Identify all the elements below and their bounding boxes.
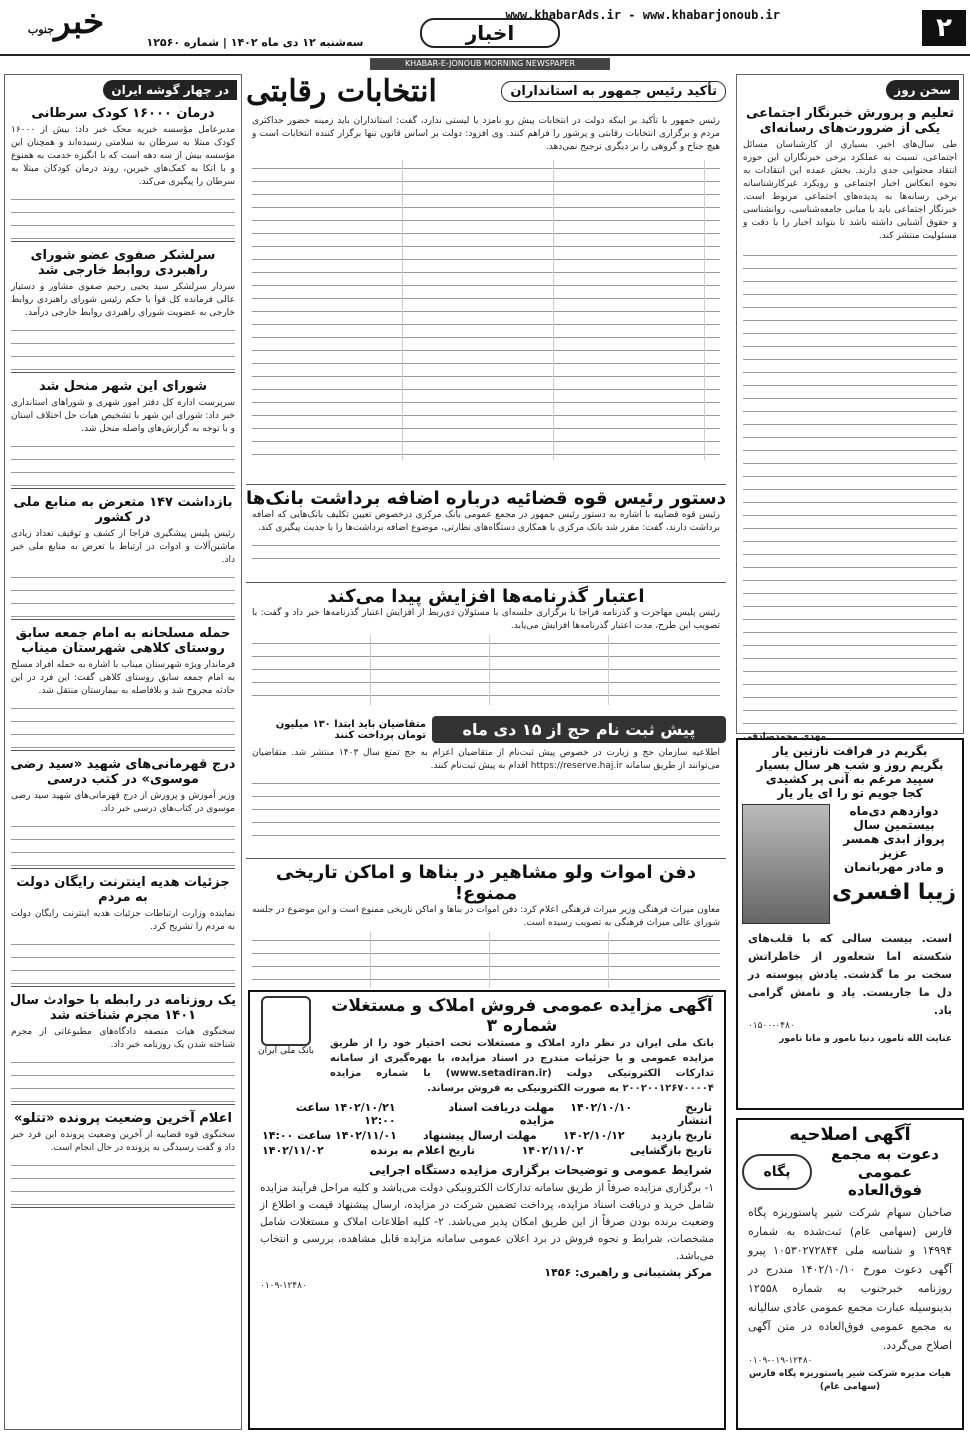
english-bar: KHABAR-E-JONOUB MORNING NEWSPAPER <box>370 58 610 70</box>
divider <box>11 372 235 373</box>
editorial-author: مهدی محمدصادقی <box>743 732 827 742</box>
brief-body: سرپرست اداره کل دفتر امور شهری و شوراهای استانداری خبر داد: شورای این شهر با تشخیص هیات حل اختلاف استان و با توجه به گزارش‌های واصله منحل شد. <box>11 398 235 434</box>
bank-emblem-icon <box>261 996 311 1046</box>
obituary-signers: عنایت الله نامور، دنیا نامور و مانا نامور <box>779 1034 952 1044</box>
brief-text-lines <box>11 569 235 617</box>
bank-logo <box>254 996 318 1056</box>
auction-date-row <box>254 1143 720 1158</box>
brief-body: رئیس پلیس پیشگیری فراجا از کشف و توقیف تعداد زیادی ماشین‌آلات و ادوات در ارتباط با تعرض به منابع ملی خبر داد. <box>11 529 235 565</box>
passport-headline: اعتبار گذرنامه‌ها افزایش پیدا می‌کند <box>327 586 645 607</box>
support-line: مرکز پشتیبانی و راهبری: ۱۴۵۶ <box>544 1266 712 1279</box>
hajj-banner: پیش ثبت نام حج از ۱۵ دی ماه <box>432 716 726 743</box>
brief-headline: جزئیات هدیه اینترنت رایگان دولت به مردم <box>16 875 230 905</box>
auction-value: ۱۴۰۲/۱۱/۰۲ <box>521 1144 584 1157</box>
main-text-lines <box>252 160 720 460</box>
occasion-line: دوازدهم دی‌ماه <box>849 804 939 818</box>
burial-story <box>246 862 726 982</box>
divider <box>246 484 726 485</box>
auction-label: تاریخ بازگشایی <box>629 1144 712 1157</box>
brief-text-lines <box>11 1157 235 1205</box>
notice-body: صاحبان سهام شرکت شیر پاستوریزه پگاه فارس (سهامی عام) ثبت‌شده به شماره ۱۴۹۹۴ و شناسه ملی ۱۰۵۳۰۲۷۲۸۴۴ پیرو آگهی دعوت مورخ ۱۴۰۲/۱۰/۱۰ مندرج در روزنامه خبرجنوب به شماره ۱۲۵۵۸ بدینوسیله عبارت مجمع عمومی عادی سالیانه به مجمع عمومی فوق‌العاده در متن آگهی اصلاح می‌گردد. <box>748 1206 952 1352</box>
auction-title: آگهی مزایده عمومی فروش املاک و مستغلات شماره ۳ <box>331 996 713 1036</box>
auction-value2: ۱۴۰۲/۱۱/۰۲ <box>262 1144 324 1157</box>
hajj-story <box>246 716 726 856</box>
obituary-box <box>736 738 964 1110</box>
divider <box>11 868 235 869</box>
dateline: سه‌شنبه ۱۲ دی ماه ۱۴۰۲ | شماره ۱۲۵۶۰ <box>146 36 364 49</box>
divider <box>11 750 235 751</box>
divider <box>246 858 726 859</box>
brief-headline: بازداشت ۱۴۷ متعرض به منابع ملی در کشور <box>13 495 233 525</box>
notice-signature: هیات مدیره شرکت شیر پاستوریزه پگاه فارس (سهامی عام) <box>748 1369 952 1392</box>
judiciary-headline: دستور رئیس قوه قضائیه درباره اضافه برداشت بانک‌ها <box>246 488 726 509</box>
brief-headline: یک روزنامه در رابطه با حوادث سال ۱۴۰۱ مجرم شناخته شد <box>9 993 237 1023</box>
obituary-code: ۰۱۵۰۰-۰۴۸۰ <box>748 1021 795 1031</box>
brief-body: فرماندار ویژه شهرستان میناب با اشاره به حمله افراد مسلح به امام جمعه سابق روستای کلاهی گفت: این فرد در این حادثه مجروح شد و بلافاصله به بیمارستان منتقل شد. <box>11 660 235 696</box>
judiciary-text-lines <box>252 537 720 565</box>
notice-box <box>736 1118 964 1430</box>
divider <box>11 986 235 987</box>
brief-headline: حمله مسلحانه به امام جمعه سابق روستای کلاهی شهرستان میناب <box>15 626 231 656</box>
hajj-sub: متقاضیان باید ابتدا ۱۳۰ میلیون تومان پرداخت کنند <box>275 718 426 741</box>
editorial-title: سخن روز <box>886 80 959 100</box>
divider <box>11 488 235 489</box>
auction-label: تاریخ انتشار <box>677 1101 712 1127</box>
section-title: اخبار <box>420 18 560 48</box>
divider <box>11 241 235 242</box>
brief-headline: سرلشکر صفوی عضو شورای راهبردی روابط خارجی شد <box>30 248 216 278</box>
editorial-headline: تعلیم و پرورش خبرنگار اجتماعی یکی از ضرورت‌های رسانه‌ای <box>745 106 954 136</box>
main-lead: رئیس جمهور با تأکید بر اینکه دولت در انتخابات پیش رو نامزد یا لیستی ندارد، گفت: استانداران باید زمینه حضور حداکثری مردم و برگزاری انتخابات رقابتی و پرشور را فراهم کنند. وی افزود: دولت بر اساس قانون تنها برگزار کننده انتخابات است و هیچ جناح و گروهی را بر دیگری ترجیح نمی‌دهد. <box>252 116 720 152</box>
page-number: ۲ <box>922 10 966 46</box>
main-headline: انتخابات رقابتی <box>246 74 437 109</box>
brief-text-lines <box>11 700 235 748</box>
divider <box>246 582 726 583</box>
brief-headline: شورای این شهر منحل شد <box>38 379 207 394</box>
notice-code: ۰۱۰۹-۰۱۹-۱۲۴۸۰ <box>748 1356 813 1366</box>
brief-headline: اعلام آخرین وضعیت پرونده «تتلو» <box>14 1111 232 1126</box>
poem-line: سپید مرغم به آنی پر کشیدی <box>765 772 935 786</box>
judiciary-story <box>246 488 726 580</box>
conditions-title: شرایط عمومی و توضیحات برگزاری مزایده دستگاه اجرایی <box>369 1163 712 1177</box>
judiciary-body: رئیس قوه قضاییه با اشاره به دستور رئیس جمهور در مجمع عمومی بانک مرکزی درخصوص تعیین تکلیف بانک‌هایی که اضافه برداشت دارند، گفت: مقرر شد بانک مرکزی با همکاری دستگاه‌های نظارتی، موضوع اضافه برداشت‌ها را با جدیت پیگیری کند. <box>252 510 720 533</box>
auction-ad <box>248 990 726 1430</box>
portrait-photo <box>742 804 830 924</box>
briefs-column <box>4 74 242 1430</box>
auction-label: تاریخ بازدید <box>650 1129 712 1142</box>
brief-text-lines <box>11 322 235 370</box>
divider <box>11 619 235 620</box>
notice-title-line: دعوت به مجمع عمومی <box>831 1145 939 1181</box>
auction-value: ۱۴۰۲/۱۰/۱۰ <box>570 1101 633 1114</box>
divider <box>11 1207 235 1208</box>
divider <box>11 1104 235 1105</box>
passport-text-lines <box>252 635 720 705</box>
auction-conditions: ۱- برگزاری مزایده صرفاً از طریق سامانه تدارکات الکترونیکی دولت می‌باشد و کلیه مراحل فرآیند مزایده شامل خرید و دریافت اسناد مزایده، پرداخت تضمین شرکت در مزایده، ارسال پیشنهاد قیمت و اطلاع از وضعیت برنده بودن صرفاً از این طریق امکان پذیر می‌باشد. ۲- کلیه اطلاعات املاک و مستغلات شامل مشخصات، شرایط و نحوه فروش در برد اعلان عمومی سامانه مزایده قابل مشاهده، بررسی و انتخاب می‌باشد. <box>260 1182 714 1262</box>
brief-text-lines <box>11 818 235 866</box>
brief-text-lines <box>11 1054 235 1102</box>
pegah-logo: پگاه <box>742 1154 812 1190</box>
brief-headline: درج قهرمانی‌های شهید «سید رضی موسوی» در کتب درسی <box>10 757 236 787</box>
main-story <box>246 74 726 480</box>
hajj-body: اطلاعیه سازمان حج و زیارت در خصوص پیش ثبت‌نام از متقاضیان اعزام به حج تمتع سال ۱۴۰۳ منتشر شد. متقاضیان می‌توانند از طریق سامانه https://reserve.haj.ir اقدام به پیش ثبت‌نام کنند. <box>252 748 720 771</box>
burial-headline: دفن اموات ولو مشاهیر در بناها و اماکن تاریخی ممنوع! <box>275 862 697 904</box>
auction-date-row <box>254 1128 720 1143</box>
bank-label: بانک ملی ایران <box>258 1046 314 1056</box>
burial-text-lines <box>252 932 720 988</box>
occasion-line: پرواز ابدی همسر عزیز <box>843 832 945 860</box>
site-urls: www.khabarAds.ir - www.khabarjonoub.ir <box>505 8 780 22</box>
editorial-text-lines <box>743 247 957 727</box>
auction-value2: ۱۴۰۲/۱۱/۰۱ ساعت ۱۴:۰۰ <box>262 1129 397 1142</box>
passport-body: رئیس پلیس مهاجرت و گذرنامه فراجا با برگزاری جلسه‌ای با مسئولان ذی‌ربط از افزایش اعتبار گذرنامه‌ها خبر داد و گفت: با تصویب این طرح، مدت اعتبار گذرنامه‌ها افزایش می‌یابد. <box>252 608 720 631</box>
auction-label2: مهلت دریافت اسناد مزایده <box>448 1101 555 1127</box>
auction-date-row <box>254 1100 720 1128</box>
occasion-line: بیستمین سال <box>853 818 935 832</box>
brief-body: نماینده وزارت ارتباطات جزئیات هدیه اینترنت رایگان دولت به مردم را تشریح کرد. <box>11 909 235 932</box>
hajj-text-lines <box>252 775 720 845</box>
brief-headline: درمان ۱۶۰۰۰ کودک سرطانی <box>31 106 215 121</box>
notice-title-line: فوق‌العاده <box>847 1181 923 1199</box>
poem-line: بگریم در فراقت نازنین یار <box>772 744 928 758</box>
auction-label2: تاریخ اعلام به برنده <box>370 1144 475 1157</box>
brief-body: مدیرعامل مؤسسه خیریه محک خبر داد: بیش از ۱۶۰۰۰ کودک مبتلا به سرطان به سلامتی رسیده‌اند و همچنان این مؤسسه بیش از سه دهه است که با انگیزه خدمت به همنوع و با اتکا به کمک‌های خیرین، روند درمان کودکان مبتلا به سرطان را پیگیری می‌کند. <box>11 125 235 187</box>
editorial-column <box>736 74 964 742</box>
main-kicker: تأکید رئیس جمهور به استانداران <box>501 81 726 102</box>
poem-line: کجا جویم تو را ای یار یار <box>777 786 923 800</box>
auction-intro: بانک ملی ایران در نظر دارد املاک و مستغلات تحت اختیار خود را از طریق مزایده عمومی و با جزئیات مندرج در اسناد مزایده، با بهره‌گیری از سامانه تدارکات الکترونیکی دولت (www.setadiran.ir) با شماره مزایده ۲۰۰۲۰۰۱۲۶۷۰۰۰۰۴ به صورت الکترونیکی به فروش برساند. <box>330 1038 714 1094</box>
newspaper-logo: خبرجنوب <box>27 2 105 42</box>
auction-label2: مهلت ارسال پیشنهاد <box>422 1129 537 1142</box>
briefs-title: در چهار گوشه ایران <box>103 80 237 100</box>
auction-value2: ۱۴۰۲/۱۰/۲۱ ساعت ۱۲:۰۰ <box>295 1101 396 1127</box>
auction-value: ۱۴۰۲/۱۰/۱۲ <box>562 1129 625 1142</box>
obituary-body: است. بیست سالی که با قلب‌های شکسته اما شعله‌ور از خاطراتش سخت بر ما گذشت. یادش پیوسته در دل ما جاریست. یاد و نامش گرامی باد. <box>748 932 952 1017</box>
auction-code: ۰۱۰۹-۱۲۴۸۰ <box>260 1281 307 1291</box>
brief-body: وزیر آموزش و پرورش از درج قهرمانی‌های شهید سید رضی موسوی در کتاب‌های درسی خبر داد. <box>11 791 235 814</box>
editorial-body: طی سال‌های اخیر، بسیاری از کارشناسان مسائل اجتماعی، نسبت به عملکرد برخی خبرنگاران این حوزه انتقاد محتوایی جدی دارند. بخش عمده این انتقادات به نحوه انعکاس اخبار اجتماعی و رویکرد غیرکارشناسانه برخی رسانه‌ها به پدیده‌های اجتماعی مربوط است. خبرنگار اجتماعی باید با مبانی جامعه‌شناسی، روانشناسی و حقوق آشنایی داشته باشد تا بتواند اخبار را با دقت و مسئولیت منتشر کند. <box>743 140 957 241</box>
deceased-name: زیبا افسری <box>831 880 956 905</box>
brief-text-lines <box>11 191 235 239</box>
brief-body: سخنگوی قوه قضاییه از آخرین وضعیت پرونده این فرد خبر داد و گفت رسیدگی به پرونده در حال انجام است. <box>11 1130 235 1153</box>
brief-text-lines <box>11 936 235 984</box>
occasion-line: و مادر مهربانمان <box>844 860 944 874</box>
brief-body: سخنگوی هیات منصفه دادگاه‌های مطبوعاتی از مجرم شناخته شدن یک روزنامه خبر داد. <box>11 1027 235 1050</box>
brief-text-lines <box>11 438 235 486</box>
passport-story <box>246 586 726 712</box>
burial-body: معاون میراث فرهنگی وزیر میراث فرهنگی اعلام کرد: دفن اموات در بناها و اماکن تاریخی ممنوع است و این موضوع در جلسه شورای عالی میراث فرهنگی به تصویب رسیده است. <box>252 905 720 928</box>
notice-title: آگهی اصلاحیه <box>789 1124 911 1145</box>
brief-body: سردار سرلشکر سید یحیی رحیم صفوی مشاور و دستیار عالی فرمانده کل قوا با حکم رئیس شورای راهبردی روابط خارجی به عضویت شورای راهبردی روابط خارجی درآمد. <box>11 282 235 318</box>
poem-line: بگریم روز و شب هر سال بسیار <box>756 758 944 772</box>
